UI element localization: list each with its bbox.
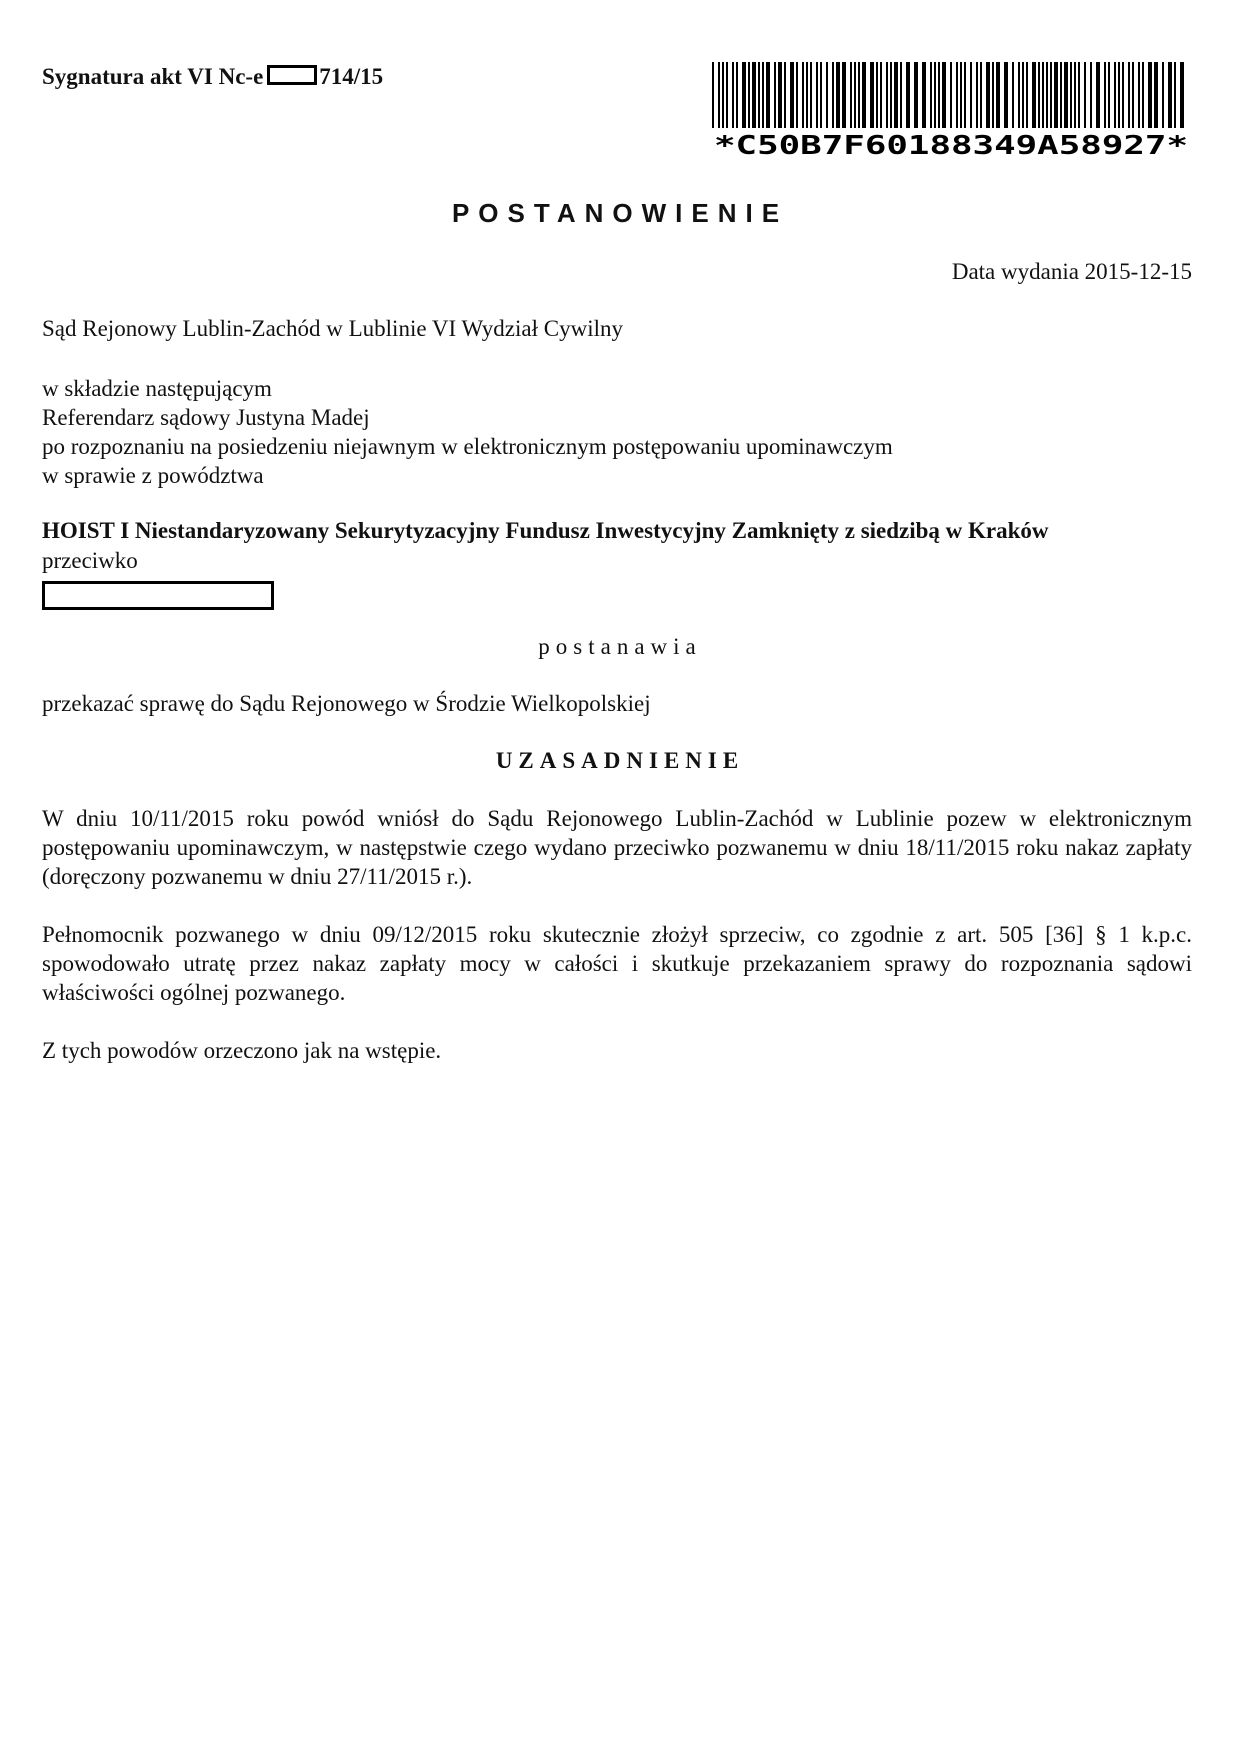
barcode-bars [712,62,1184,128]
justification-title: UZASADNIENIE [495,748,745,773]
redaction-box [267,65,317,85]
lawsuit-line: w sprawie z powództwa [42,463,264,488]
referendary-line: Referendarz sądowy Justyna Madej [42,405,370,430]
composition-block [42,374,893,490]
proceedings-line: po rozpoznaniu na posiedzeniu niejawnym w elektronicznym postępowaniu upominawczym [42,434,893,459]
court-name: Sąd Rejonowy Lublin-Zachód w Lublinie VI Wydział Cywilny [42,316,623,341]
issue-date: Data wydania 2015-12-15 [951,259,1192,284]
justification-paragraph-1: W dniu 10/11/2015 roku powód wniósł do Sądu Rejonowego Lublin-Zachód w Lublinie pozew w elektronicznym postępowaniu upominawczym, w następstwie czego wydano przeciwko pozwanemu w dniu 18/11/2015 roku nakaz zapłaty (doręczony pozwanemu w dniu 27/11/2015 r.). [42,806,1192,889]
plaintiff-name: HOIST I Niestandaryzowany Sekurytyzacyjny Fundusz Inwestycyjny Zamknięty z siedzibą w Kraków [42,518,1049,543]
defendant-redaction-box [42,581,274,610]
ruling-text: przekazać sprawę do Sądu Rejonowego w Środzie Wielkopolskiej [42,691,651,716]
composition-line: w składzie następującym [42,376,272,401]
case-signature-prefix: Sygnatura akt VI Nc-e [42,64,264,89]
case-signature [42,64,383,90]
barcode [712,62,1190,158]
case-signature-suffix: 714/15 [319,64,384,89]
justification-paragraph-3: Z tych powodów orzeczono jak na wstępie. [42,1038,442,1063]
against-label: przeciwko [42,548,138,573]
justification-paragraph-2: Pełnomocnik pozwanego w dniu 09/12/2015 roku skutecznie złożył sprzeciw, co zgodnie z art. 505 [36] § 1 k.p.c. spowodowało utratę przez nakaz zapłaty mocy w całości i skutkuje przekazaniem sprawy do rozpoznania sądowi właściwości ogólnej pozwanego. [42,922,1192,1005]
decides-label: postanawia [538,634,702,659]
document-title: POSTANOWIENIE [451,198,789,228]
barcode-text: *C50B7F60188349A58927* [714,131,1188,158]
